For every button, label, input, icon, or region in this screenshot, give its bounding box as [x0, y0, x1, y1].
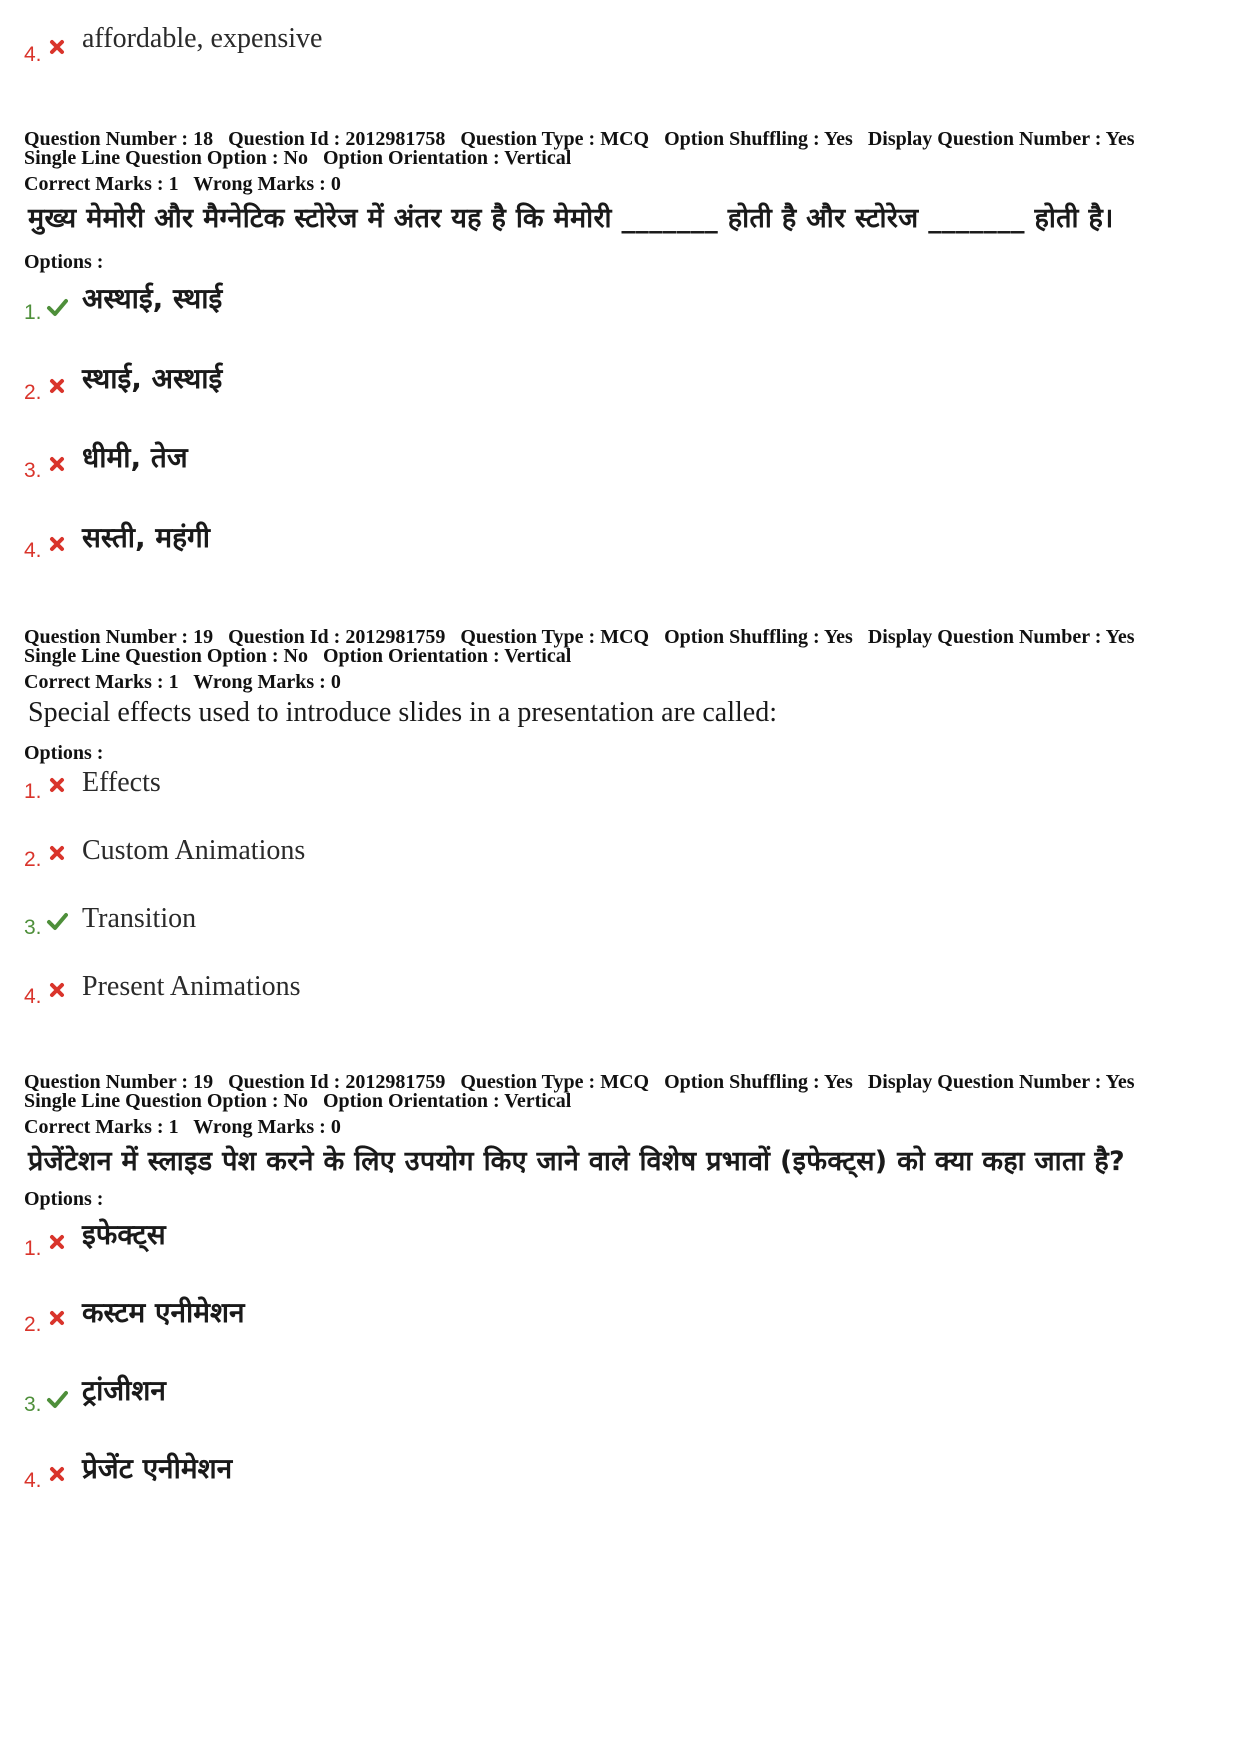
option-text: affordable, expensive: [82, 23, 323, 54]
marks-line: Correct Marks : 1 Wrong Marks : 0: [24, 1116, 341, 1138]
option-number: 2.: [24, 381, 42, 404]
cross-icon: [46, 842, 68, 864]
option-number: 1.: [24, 301, 42, 324]
question-text: मुख्य मेमोरी और मैग्नेटिक स्टोरेज में अंतर यह है कि मेमोरी _______ होती है और स्टोरेज _______ होती है।: [28, 203, 1114, 234]
cross-icon: [46, 453, 68, 475]
option-number: 4.: [24, 539, 42, 562]
question-meta-line: Question Number : 19 Question Id : 2012981759 Question Type : MCQ Option Shuffling : Yes Display Question Number : Yes: [24, 626, 1135, 648]
option-number: 3.: [24, 1393, 42, 1416]
option-number: 4.: [24, 1469, 42, 1492]
option-text: Custom Animations: [82, 835, 306, 866]
check-icon: [46, 1388, 68, 1410]
option-number: 1.: [24, 1237, 42, 1260]
option-text: कस्टम एनीमेशन: [82, 1296, 245, 1329]
option-number: 4.: [24, 43, 42, 66]
cross-icon: [46, 979, 68, 1001]
question-meta-line: Single Line Question Option : No Option Orientation : Vertical: [24, 645, 572, 667]
question-text: प्रेजेंटेशन में स्लाइड पेश करने के लिए उपयोग किए जाने वाले विशेष प्रभावों (इफेक्ट्स) को क्या कहा जाता है?: [28, 1146, 1125, 1177]
question-meta-line: Question Number : 18 Question Id : 2012981758 Question Type : MCQ Option Shuffling : Yes Display Question Number : Yes: [24, 128, 1135, 150]
cross-icon: [46, 36, 68, 58]
cross-icon: [46, 375, 68, 397]
option-number: 4.: [24, 985, 42, 1008]
option-text: सस्ती, महंगी: [82, 521, 211, 554]
option-text: स्थाई, अस्थाई: [82, 362, 223, 395]
option-number: 3.: [24, 459, 42, 482]
option-number: 1.: [24, 780, 42, 803]
question-text: Special effects used to introduce slides in a presentation are called:: [28, 697, 777, 728]
option-text: प्रेजेंट एनीमेशन: [82, 1452, 233, 1485]
question-meta-line: Single Line Question Option : No Option Orientation : Vertical: [24, 147, 572, 169]
options-label: Options :: [24, 251, 104, 273]
options-label: Options :: [24, 1188, 104, 1210]
option-text: ट्रांजीशन: [82, 1374, 166, 1407]
option-text: Effects: [82, 767, 161, 798]
cross-icon: [46, 774, 68, 796]
option-number: 3.: [24, 916, 42, 939]
option-number: 2.: [24, 848, 42, 871]
option-text: अस्थाई, स्थाई: [82, 282, 223, 315]
option-text: धीमी, तेज: [82, 441, 188, 474]
option-text: इफेक्ट्स: [82, 1218, 166, 1251]
question-meta-line: Single Line Question Option : No Option Orientation : Vertical: [24, 1090, 572, 1112]
options-label: Options :: [24, 742, 104, 764]
check-icon: [46, 296, 68, 318]
cross-icon: [46, 1463, 68, 1485]
cross-icon: [46, 1231, 68, 1253]
cross-icon: [46, 1307, 68, 1329]
option-text: Present Animations: [82, 971, 301, 1002]
option-number: 2.: [24, 1313, 42, 1336]
question-meta-line: Question Number : 19 Question Id : 2012981759 Question Type : MCQ Option Shuffling : Yes Display Question Number : Yes: [24, 1071, 1135, 1093]
option-text: Transition: [82, 903, 197, 934]
marks-line: Correct Marks : 1 Wrong Marks : 0: [24, 173, 341, 195]
cross-icon: [46, 533, 68, 555]
check-icon: [46, 910, 68, 932]
marks-line: Correct Marks : 1 Wrong Marks : 0: [24, 671, 341, 693]
